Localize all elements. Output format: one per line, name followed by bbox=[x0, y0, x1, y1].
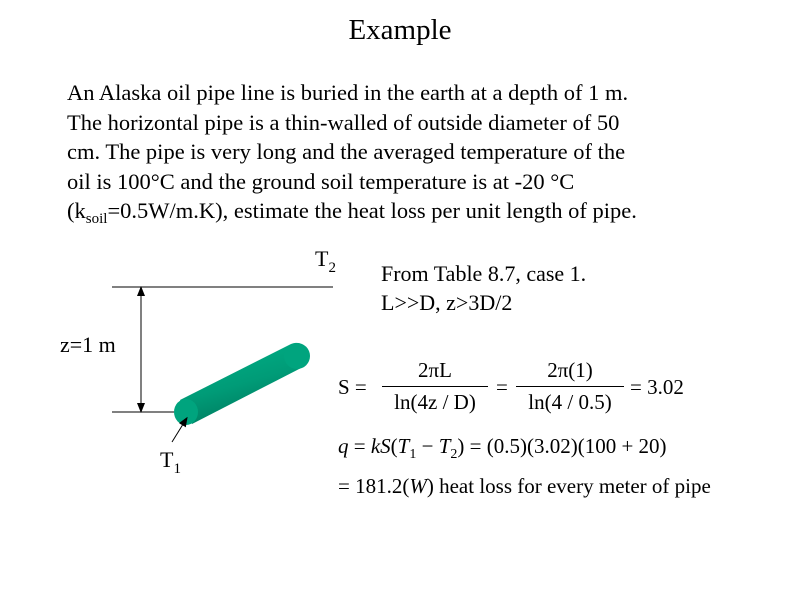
s-lhs: S = bbox=[338, 375, 367, 399]
pipe-near-end bbox=[174, 399, 198, 425]
result-line: = 181.2(W) heat loss for every meter of pipe bbox=[338, 474, 711, 498]
pipe bbox=[174, 343, 310, 425]
t1-pointer bbox=[172, 421, 185, 442]
problem-line: The horizontal pipe is a thin-walled of outside diameter of 50 bbox=[67, 109, 620, 135]
q-equation: $q = kS(T_1 - T_2) = (0.5)(3.02)(100 + 20)$ bbox=[338, 434, 667, 462]
s-result: = 3.02 bbox=[630, 375, 684, 399]
k-suffix: =0.5W/m.K), estimate the heat loss per unit length of pipe. bbox=[107, 198, 637, 223]
s-fraction-2-denominator: ln(4 / 0.5) bbox=[516, 386, 624, 415]
pipe-far-end bbox=[284, 343, 310, 369]
slide-title: Example bbox=[348, 14, 452, 46]
reference-line-2: L>>D, z>3D/2 bbox=[381, 290, 513, 315]
t2-label: $T_2$ bbox=[315, 246, 336, 276]
problem-line: An Alaska oil pipe line is buried in the earth at a depth of 1 m. bbox=[67, 80, 629, 105]
s-fraction-2 bbox=[516, 358, 624, 415]
s-fraction-2-numerator: 2π(1) bbox=[547, 358, 593, 382]
problem-line: cm. The pipe is very long and the averaged temperature of the bbox=[67, 139, 626, 164]
s-equals: = bbox=[496, 375, 508, 399]
problem-line: oil is 100°C and the ground soil temperature is at -20 °C bbox=[67, 168, 575, 194]
s-fraction-1-denominator: ln(4z / D) bbox=[382, 386, 488, 415]
depth-label: z=1 m bbox=[60, 332, 116, 357]
s-fraction-1-numerator: 2πL bbox=[418, 358, 452, 382]
k-subscript: soil bbox=[85, 211, 108, 227]
reference-line-1: From Table 8.7, case 1. bbox=[381, 261, 587, 286]
k-prefix: (k bbox=[67, 198, 86, 223]
t1-label: $T_1$ bbox=[160, 447, 181, 477]
s-fraction-1 bbox=[382, 358, 488, 415]
table-reference bbox=[381, 259, 586, 317]
